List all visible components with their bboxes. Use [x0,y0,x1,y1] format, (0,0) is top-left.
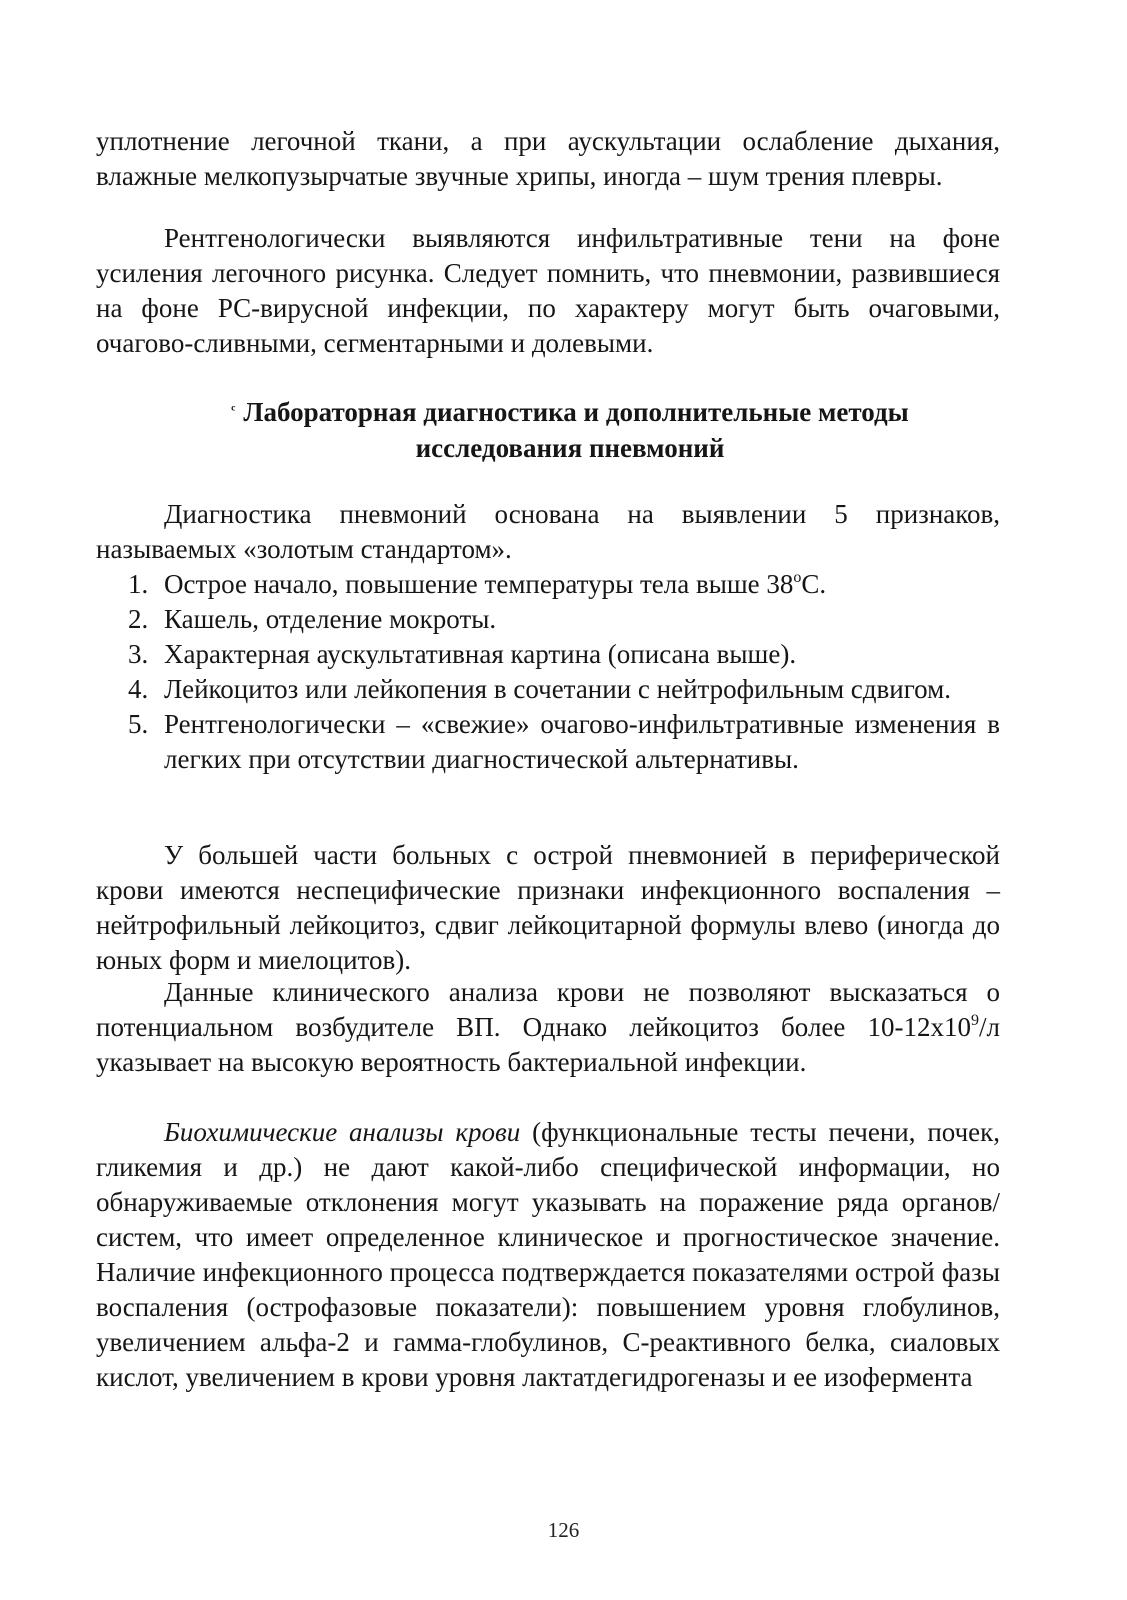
list-item [96,567,1000,602]
list-text: Лейкоцитоз или лейкопения в сочетании с нейтрофильным сдвигом. [164,674,951,704]
xray-text: Рентгенологически выявляются инфильтративные тени на фоне усиления легочного рисунка. Следует помнить, что пневмонии, развившиеся на фоне РС-вирусной инфекции, по характеру могут быть очаговыми, очагово-сливными, сегментарными и долевыми. [96,223,1000,358]
list-number: 2. [128,604,149,634]
list-item [96,602,1000,637]
clinical-text-before: Данные клинического анализа крови не позволяют высказаться о потенциальном возбудителе ВП. Однако лейкоцитоз более 10-12x10 [96,977,1000,1042]
list-text: Кашель, отделение мокроты. [164,604,497,634]
heading-marker: ᶜ [231,402,236,419]
page-number: 126 [547,1518,580,1542]
continuation-text: уплотнение легочной ткани, а при аускультации ослабление дыхания, влажные мелкопузырчатые звучные хрипы, иногда – шум трения плевры. [96,126,1000,191]
criteria-list [96,567,1000,777]
blood-text: У большей части больных с острой пневмонией в периферической крови имеются неспецифические признаки инфекционного воспаления – нейтрофильный лейкоцитоз, сдвиг лейкоцитарной формулы влево (иногда до юных форм и миелоцитов). [96,840,1000,975]
list-text: Острое начало, повышение температуры тела выше 38 [164,569,794,599]
list-number: 3. [128,639,149,669]
list-number: 5. [128,709,149,739]
clinical-text-after: /л указывает на высокую вероятность бактериальной инфекции. [96,1012,1000,1077]
power-sup: 9 [971,1012,980,1029]
biochem-italic-term: Биохимические анализы крови [164,1117,521,1147]
clinical-text [96,975,1000,1080]
blood-paragraph [96,838,1000,978]
continuation-paragraph [96,124,1000,194]
list-item [96,672,1000,707]
list-number: 4. [128,674,149,704]
biochem-paragraph [96,1115,1000,1395]
list-text: Характерная аускультативная картина (описана выше). [164,639,797,669]
biochem-rest: (функциональные тесты печени, почек, гликемия и др.) не дают какой-либо специфической информации, но обнаруживаемые отклонения могут указывать на поражение ряда органов/систем, что имеет определенное клиническое и прогностическое значение. Наличие инфекционного процесса подтверждается показателями острой фазы воспаления (острофазовые показатели): повышением уровня глобулинов, увеличением альфа-2 и гамма-глобулинов, С-реактивного белка, сиаловых кислот, увеличением в крови уровня лактатдегидрогеназы и ее изофермента [96,1117,1000,1392]
heading-line-2: исследования пневмоний [415,433,725,463]
list-item [96,707,1000,777]
diagnosis-section [96,497,1000,777]
biochem-text [96,1115,1000,1395]
list-text-after: С. [801,569,827,599]
clinical-paragraph [96,975,1000,1080]
list-item [96,637,1000,672]
degree-sup: о [793,569,802,586]
heading-line-1: Лабораторная диагностика и дополнительные методы [243,397,909,427]
diagnosis-intro: Диагностика пневмоний основана на выявлении 5 признаков, называемых «золотым стандартом». [96,499,1000,564]
section-heading [150,393,990,466]
list-number: 1. [128,569,149,599]
xray-paragraph [96,221,1000,361]
list-text: Рентгенологически – «свежие» очагово-инфильтративные изменения в легких при отсутствии диагностической альтернативы. [164,709,1000,774]
